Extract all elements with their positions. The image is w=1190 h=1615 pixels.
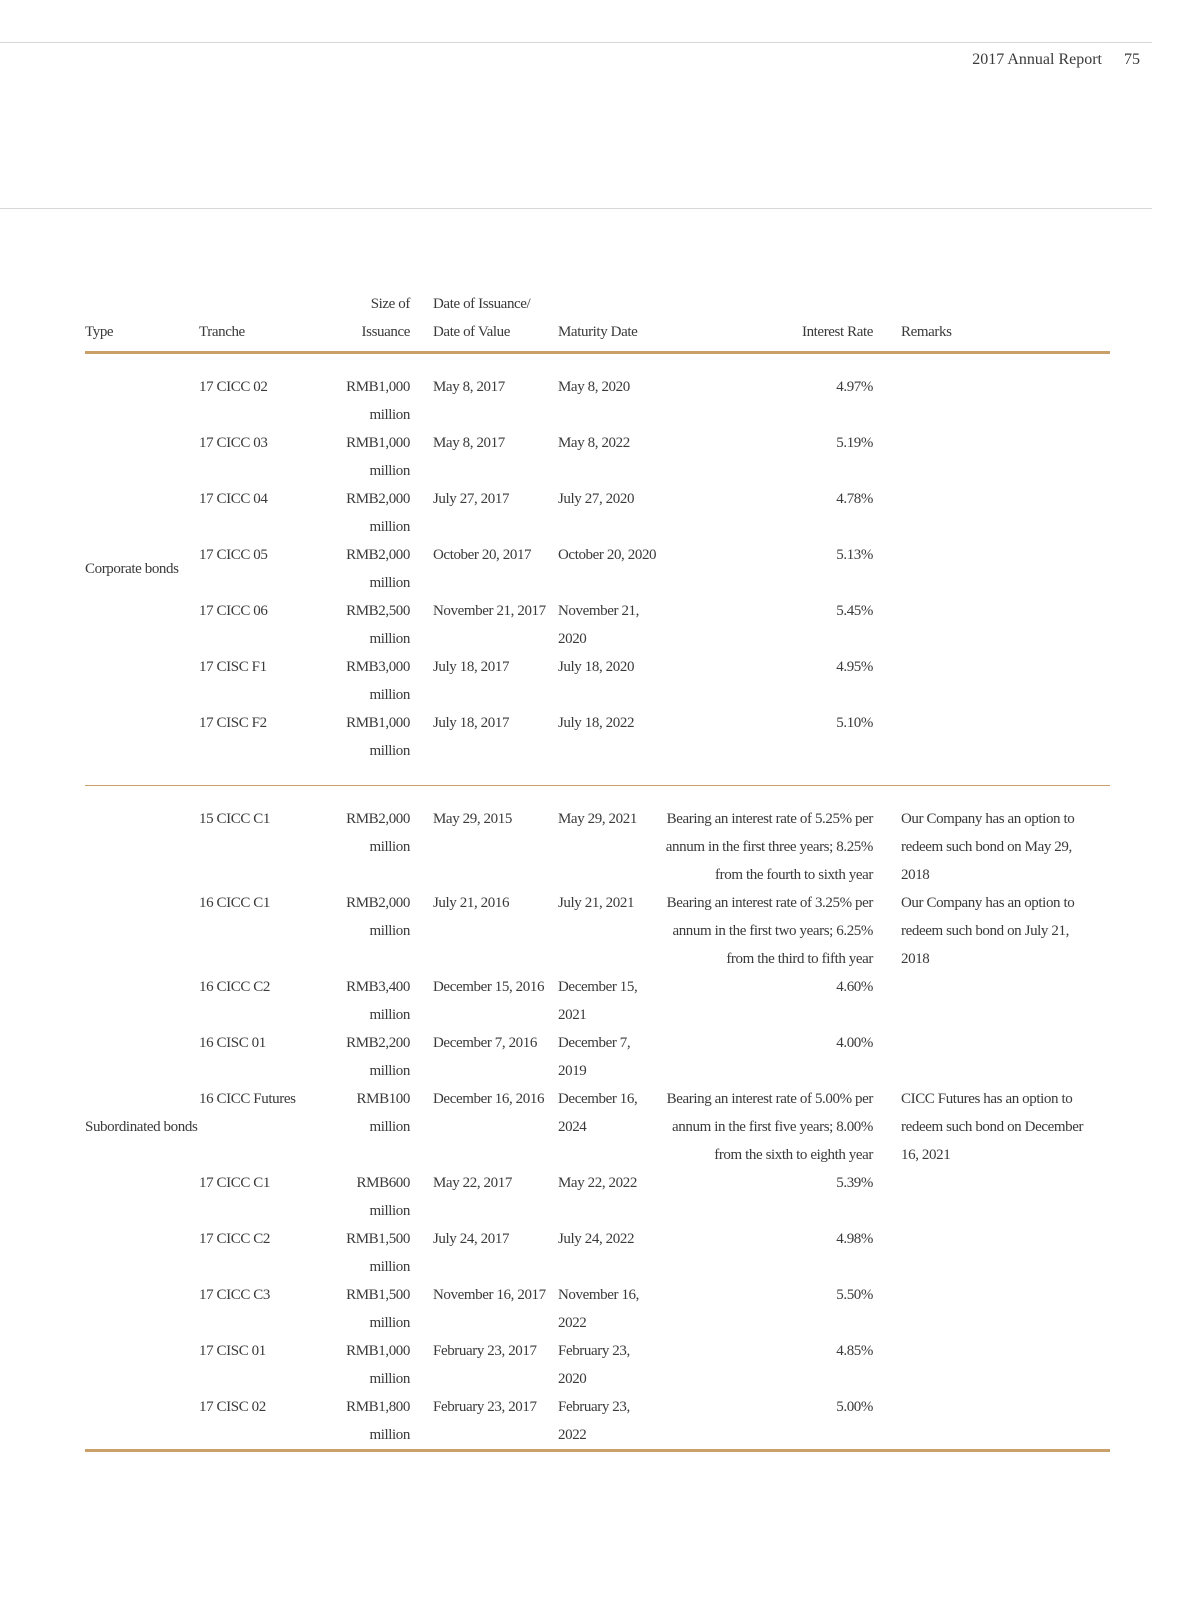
tranche-cell: 16 CICC Futures: [199, 1091, 296, 1107]
interest-cell: Bearing an interest rate of 5.25% per annum in the first three years; 8.25% from the fourth to sixth year: [665, 811, 873, 883]
interest-cell: Bearing an interest rate of 3.25% per annum in the first two years; 6.25% from the third to fifth year: [666, 895, 873, 967]
issuance-cell: May 8, 2017: [433, 435, 505, 451]
tranche-cell: 17 CICC 03: [199, 435, 268, 451]
remarks-cell: [873, 485, 1110, 541]
report-title: 2017 Annual Report: [972, 51, 1102, 68]
maturity-cell: May 8, 2020: [558, 379, 630, 395]
table-row: [85, 597, 1110, 653]
table-row: [85, 1337, 1110, 1393]
table-row: [85, 1029, 1110, 1085]
remarks-cell: [873, 353, 1110, 430]
table-row: [85, 1281, 1110, 1337]
maturity-cell: July 24, 2022: [558, 1231, 635, 1247]
header-tranche: Tranche: [199, 290, 330, 353]
header-maturity-date: Maturity Date: [558, 290, 660, 353]
header-issuance-date: Date of Issuance/ Date of Value: [410, 290, 558, 353]
table-row: [85, 1085, 1110, 1169]
issuance-cell: May 29, 2015: [433, 811, 512, 827]
maturity-cell: July 18, 2022: [558, 715, 635, 731]
size-cell: RMB2,000 million: [346, 895, 410, 939]
issuance-cell: July 18, 2017: [433, 659, 510, 675]
remarks-cell: [873, 1169, 1110, 1225]
size-cell: RMB1,000 million: [346, 435, 410, 479]
tranche-cell: 16 CISC 01: [199, 1035, 266, 1051]
interest-cell: 4.95%: [836, 659, 873, 675]
section-divider: [0, 208, 1152, 209]
tranche-cell: 17 CICC C2: [199, 1231, 271, 1247]
table-body: [85, 353, 1110, 1451]
size-cell: RMB600 million: [356, 1175, 410, 1219]
interest-cell: 4.60%: [836, 979, 873, 995]
issuance-cell: July 24, 2017: [433, 1231, 510, 1247]
size-cell: RMB100 million: [356, 1091, 410, 1135]
remarks-cell: Our Company has an option to redeem such bond on July 21, 2018: [901, 895, 1075, 967]
issuance-cell: November 21, 2017: [433, 603, 546, 619]
tranche-cell: 17 CICC 04: [199, 491, 268, 507]
maturity-cell: May 8, 2022: [558, 435, 630, 451]
issuance-cell: December 7, 2016: [433, 1035, 537, 1051]
tranche-cell: 17 CISC 02: [199, 1399, 266, 1415]
interest-cell: 5.50%: [836, 1287, 873, 1303]
issuance-cell: July 18, 2017: [433, 715, 510, 731]
remarks-cell: [873, 541, 1110, 597]
table-bottom-rule: [85, 1449, 1110, 1451]
table-row: [85, 653, 1110, 709]
size-cell: RMB3,400 million: [346, 979, 410, 1023]
maturity-cell: December 7, 2019: [558, 1035, 631, 1079]
maturity-cell: December 16, 2024: [558, 1091, 638, 1135]
remarks-cell: [873, 653, 1110, 709]
maturity-cell: May 29, 2021: [558, 811, 637, 827]
tranche-cell: 17 CICC 02: [199, 379, 268, 395]
maturity-cell: November 21, 2020: [558, 603, 640, 647]
size-cell: RMB1,000 million: [346, 715, 410, 759]
table-row: [85, 485, 1110, 541]
size-cell: RMB3,000 million: [346, 659, 410, 703]
tranche-cell: 16 CICC C1: [199, 895, 271, 911]
maturity-cell: July 18, 2020: [558, 659, 635, 675]
tranche-cell: 17 CISC F2: [199, 715, 267, 731]
interest-cell: 5.19%: [836, 435, 873, 451]
interest-cell: 5.00%: [836, 1399, 873, 1415]
remarks-cell: Our Company has an option to redeem such bond on May 29, 2018: [901, 811, 1075, 883]
remarks-cell: [873, 973, 1110, 1029]
issuance-cell: May 22, 2017: [433, 1175, 512, 1191]
bond-type-cell: Subordinated bonds: [85, 1119, 198, 1135]
interest-cell: 5.39%: [836, 1175, 873, 1191]
maturity-cell: October 20, 2020: [558, 547, 657, 563]
interest-cell: 5.10%: [836, 715, 873, 731]
interest-cell: 4.85%: [836, 1343, 873, 1359]
remarks-cell: CICC Futures has an option to redeem such bond on December 16, 2021: [901, 1091, 1084, 1163]
table-row: [85, 429, 1110, 485]
page-number: 75: [1124, 51, 1140, 68]
tranche-cell: 17 CICC C3: [199, 1287, 271, 1303]
interest-cell: 5.13%: [836, 547, 873, 563]
size-cell: RMB1,000 million: [346, 1343, 410, 1387]
size-cell: RMB1,500 million: [346, 1231, 410, 1275]
issuance-cell: December 15, 2016: [433, 979, 545, 995]
remarks-cell: [873, 1337, 1110, 1393]
maturity-cell: December 15, 2021: [558, 979, 638, 1023]
table-row: [85, 1225, 1110, 1281]
running-header: [972, 51, 1140, 69]
issuance-cell: May 8, 2017: [433, 379, 505, 395]
tranche-cell: 17 CISC 01: [199, 1343, 266, 1359]
tranche-cell: 17 CISC F1: [199, 659, 267, 675]
size-cell: RMB2,000 million: [346, 547, 410, 591]
remarks-cell: [873, 709, 1110, 765]
interest-cell: 4.00%: [836, 1035, 873, 1051]
remarks-cell: [873, 597, 1110, 653]
header-size: Size of Issuance: [330, 290, 410, 353]
size-cell: RMB2,000 million: [346, 491, 410, 535]
interest-cell: 4.78%: [836, 491, 873, 507]
remarks-cell: [873, 1281, 1110, 1337]
size-cell: RMB2,500 million: [346, 603, 410, 647]
interest-cell: 5.45%: [836, 603, 873, 619]
header-remarks: Remarks: [873, 290, 1110, 353]
tranche-cell: 17 CICC 05: [199, 547, 268, 563]
table-row: [85, 709, 1110, 765]
bonds-table: [85, 290, 1110, 1452]
table-row: [85, 541, 1110, 597]
table-row: [85, 353, 1110, 430]
table-header-row: [85, 290, 1110, 353]
maturity-cell: November 16, 2022: [558, 1287, 640, 1331]
issuance-cell: February 23, 2017: [433, 1399, 537, 1415]
interest-cell: 4.98%: [836, 1231, 873, 1247]
table-row: [85, 1393, 1110, 1449]
table-row: [85, 889, 1110, 973]
tranche-cell: 17 CICC C1: [199, 1175, 271, 1191]
maturity-cell: July 21, 2021: [558, 895, 635, 911]
table-row: [85, 973, 1110, 1029]
size-cell: RMB1,500 million: [346, 1287, 410, 1331]
tranche-cell: 17 CICC 06: [199, 603, 268, 619]
size-cell: RMB2,000 million: [346, 811, 410, 855]
remarks-cell: [873, 429, 1110, 485]
maturity-cell: February 23, 2020: [558, 1343, 630, 1387]
bond-type-cell: Corporate bonds: [85, 561, 179, 577]
group-divider: [85, 765, 1110, 786]
size-cell: RMB1,800 million: [346, 1399, 410, 1443]
header-interest-rate: Interest Rate: [660, 290, 873, 353]
table-row: [85, 786, 1110, 890]
issuance-cell: December 16, 2016: [433, 1091, 545, 1107]
issuance-cell: October 20, 2017: [433, 547, 532, 563]
maturity-cell: July 27, 2020: [558, 491, 635, 507]
interest-cell: Bearing an interest rate of 5.00% per annum in the first five years; 8.00% from the sixth to eighth year: [666, 1091, 873, 1163]
issuance-cell: February 23, 2017: [433, 1343, 537, 1359]
size-cell: RMB2,200 million: [346, 1035, 410, 1079]
remarks-cell: [873, 1225, 1110, 1281]
remarks-cell: [873, 1029, 1110, 1085]
header-type: Type: [85, 290, 199, 353]
top-divider: [0, 42, 1152, 43]
issuance-cell: July 27, 2017: [433, 491, 510, 507]
tranche-cell: 16 CICC C2: [199, 979, 271, 995]
issuance-cell: July 21, 2016: [433, 895, 510, 911]
maturity-cell: February 23, 2022: [558, 1399, 630, 1443]
size-cell: RMB1,000 million: [346, 379, 410, 423]
table-row: [85, 1169, 1110, 1225]
issuance-cell: November 16, 2017: [433, 1287, 546, 1303]
tranche-cell: 15 CICC C1: [199, 811, 271, 827]
remarks-cell: [873, 1393, 1110, 1449]
maturity-cell: May 22, 2022: [558, 1175, 637, 1191]
interest-cell: 4.97%: [836, 379, 873, 395]
